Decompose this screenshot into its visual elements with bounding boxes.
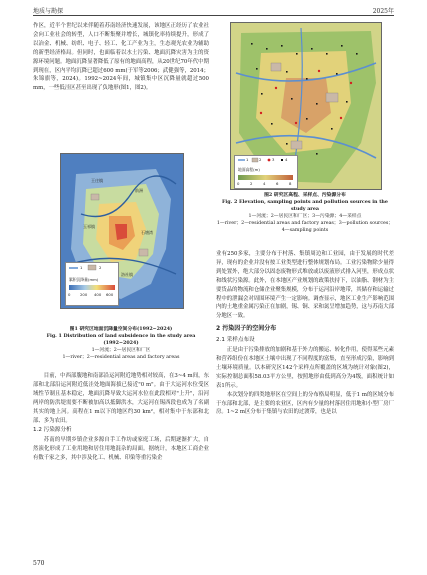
section-2-1: 2.1 采样点布设 xyxy=(216,337,255,344)
fig1-tick: 600 xyxy=(106,292,114,297)
page-number: 570 xyxy=(33,560,45,567)
left-column-top xyxy=(33,22,209,93)
fig1-legend-box xyxy=(65,262,119,306)
fig1-title-cn: 图1 研究区地面沉降量空间分布(1992~2024) xyxy=(69,326,173,332)
fig1-map xyxy=(60,153,184,309)
fig2-tick: 0 xyxy=(237,181,240,186)
right-para-2: 正是由于污染排放的加剧和基于外力的搬运、转化作用，使得某些元素和营养组份在本地区土壤中出现了不同程度的富集，直至形成污染，影响到土壤环境质量。以本研究区142个采样点所覆盖的区域为统计对象(图2)，实际控制总面积58.03平方公里，按照地形由低到高分为4级，面积统计如表1所示。 xyxy=(216,347,394,389)
place-label: 洛社镇 xyxy=(121,272,133,277)
fig2-tick: 4 xyxy=(263,181,266,186)
header-rule xyxy=(33,15,394,16)
fig2-legend-cn: 1—河流；2—居民区和厂区；3—污染源；4—采样点 xyxy=(248,214,362,219)
fig2-colorbar-label: 地面高程(m) xyxy=(238,167,260,172)
fig1-legend-en: 1—river；2—residential areas and factory areas xyxy=(62,355,180,360)
fig1-legend-swatches xyxy=(66,263,118,305)
place-label: 前洲 xyxy=(135,188,143,193)
fig2-tick: 6 xyxy=(276,181,279,186)
fig1-legend-num: 2 xyxy=(99,265,102,270)
fig2-legend-box xyxy=(234,155,298,189)
fig1-tick: 400 xyxy=(94,292,102,297)
right-para-1: 业有250多家，主要分布于村落、集镇周边和工业园，由于发展的时代差异，现有的企业并没有按工业类型进行整体规划布局。工业污染物除少量得到处置外，绝大部分以固态废物形式堆放或以废液形式排入河里，形成点状和线状污染源。此外，在本地区产业规划的政策扶持下，以油脂、钢材为主要货品的物流和仓储企业聚集规模，分布于运河沿岸地带，其储存和运输过程中的泄漏会对周围环境产生一定影响。调查显示，地区工业生产影响范围内的土地重金属污染正在加剧，锡、铜、采和氮呈增加趋势，这与苏南大部分地区一致。 xyxy=(216,251,394,320)
place-label: 石塘湾 xyxy=(141,230,153,235)
left-column-bottom xyxy=(33,372,209,463)
fig2-legend-num: 2 xyxy=(259,157,262,162)
section-2: 2 污染因子的空间分布 xyxy=(216,325,277,333)
left-para-2: 目前，中西部腹地和南部沿运河附近地势相对较高，在3~4 m间，东部和北部沿运河附近低洼处地面海拔已接近"0 m"。由于大运河水位受区域性节制且基本稳定，地面沉降导致大运河水位在此段相对"上升"，沿河两岸的防洪堤需要不断被加高以抵御洪水，大运河在锡西段也成为了名副其实的地上河。高程在1 m以下的地区约30 km²，相对集中于东部和北部、多为农田。 xyxy=(33,373,209,424)
fig1-caption xyxy=(33,326,209,361)
left-para-1: 作区，近半个世纪以来伴随着苏南经济快速发展，该地区正经历了农业社会向工业社会的转型，人口不断集聚并增长，城镇化率持续提升，形成了以冶金、机械、纺织、电子、轻工、化工产业为主，生态观光农业为辅助的新型经济格局。但同时，也面临着以水土污染、地面沉降灾害为主的资源环境问题。地面沉降显著降低了原有的地面高程，从20世纪70年代中期到现在，区内平均沉降已超过600 mm(于军等2006；武健强等，2014；朱锦旗等，2024)。1992~2024年间，城镇集中区沉降量就超过500 mm，一些低洼区甚至出现了负地形(图1，图2)。 xyxy=(33,23,209,92)
fig1-legend-num: 1 xyxy=(80,265,83,270)
fig2-map xyxy=(230,22,382,190)
fig2-caption xyxy=(216,192,394,234)
fig2-legend-num: 1 xyxy=(246,157,249,162)
place-label: 玉祁镇 xyxy=(83,224,95,229)
fig2-tick: 8 xyxy=(289,181,292,186)
right-para-3: 本次划分的四类地形区在空间上的分布格局明显，低于1 m的区域分布于东部和北部，是主要的农业区，区内有少量的村落居住用地和小型厂房厂房。1~2 m区分布于集镇与农田的过渡带，也是以 xyxy=(216,391,394,416)
journal-year: 2025年 xyxy=(372,8,394,15)
fig2-title-cn: 图2 研究区高程、采样点、污染源分布 xyxy=(264,192,346,198)
fig2-title-en: Fig. 2 Elevation, sampling points and pollution sources in the study area xyxy=(222,199,388,212)
fig1-title-en: Fig. 1 Distribution of land subsidence in the study area (1992~2024) xyxy=(46,333,196,346)
fig1-tick: 200 xyxy=(80,292,88,297)
fig2-legend-en: 1—river；2—residential areas and factory areas；3—pollution sources；4—sampling points xyxy=(216,221,394,233)
right-column-text xyxy=(216,250,394,417)
fig2-tick: 2 xyxy=(250,181,253,186)
section-1-2: 1.2 污染源分析 xyxy=(33,427,72,434)
fig1-tick: 0 xyxy=(68,292,71,297)
place-label: 王庄镇 xyxy=(91,178,103,183)
left-para-3: 苏南的早期乡镇企业多源自手工作坊或家庭工场，后期逐渐扩大，自然演化形成了工业用地和居住用地混杂的局面。据统计，本地区工商企业有数千家之多，其中涉及化工、机械、印染等重污染企 xyxy=(33,437,209,462)
fig2-legend-num: 4 xyxy=(285,157,288,162)
fig2-legend-num: 3 xyxy=(272,157,275,162)
fig1-colorbar-label: 累积沉降量(mm) xyxy=(69,277,99,282)
fig1-legend-cn: 1—河流；2—居民区和厂区 xyxy=(91,348,151,353)
journal-name: 地质与勘探 xyxy=(33,8,64,15)
